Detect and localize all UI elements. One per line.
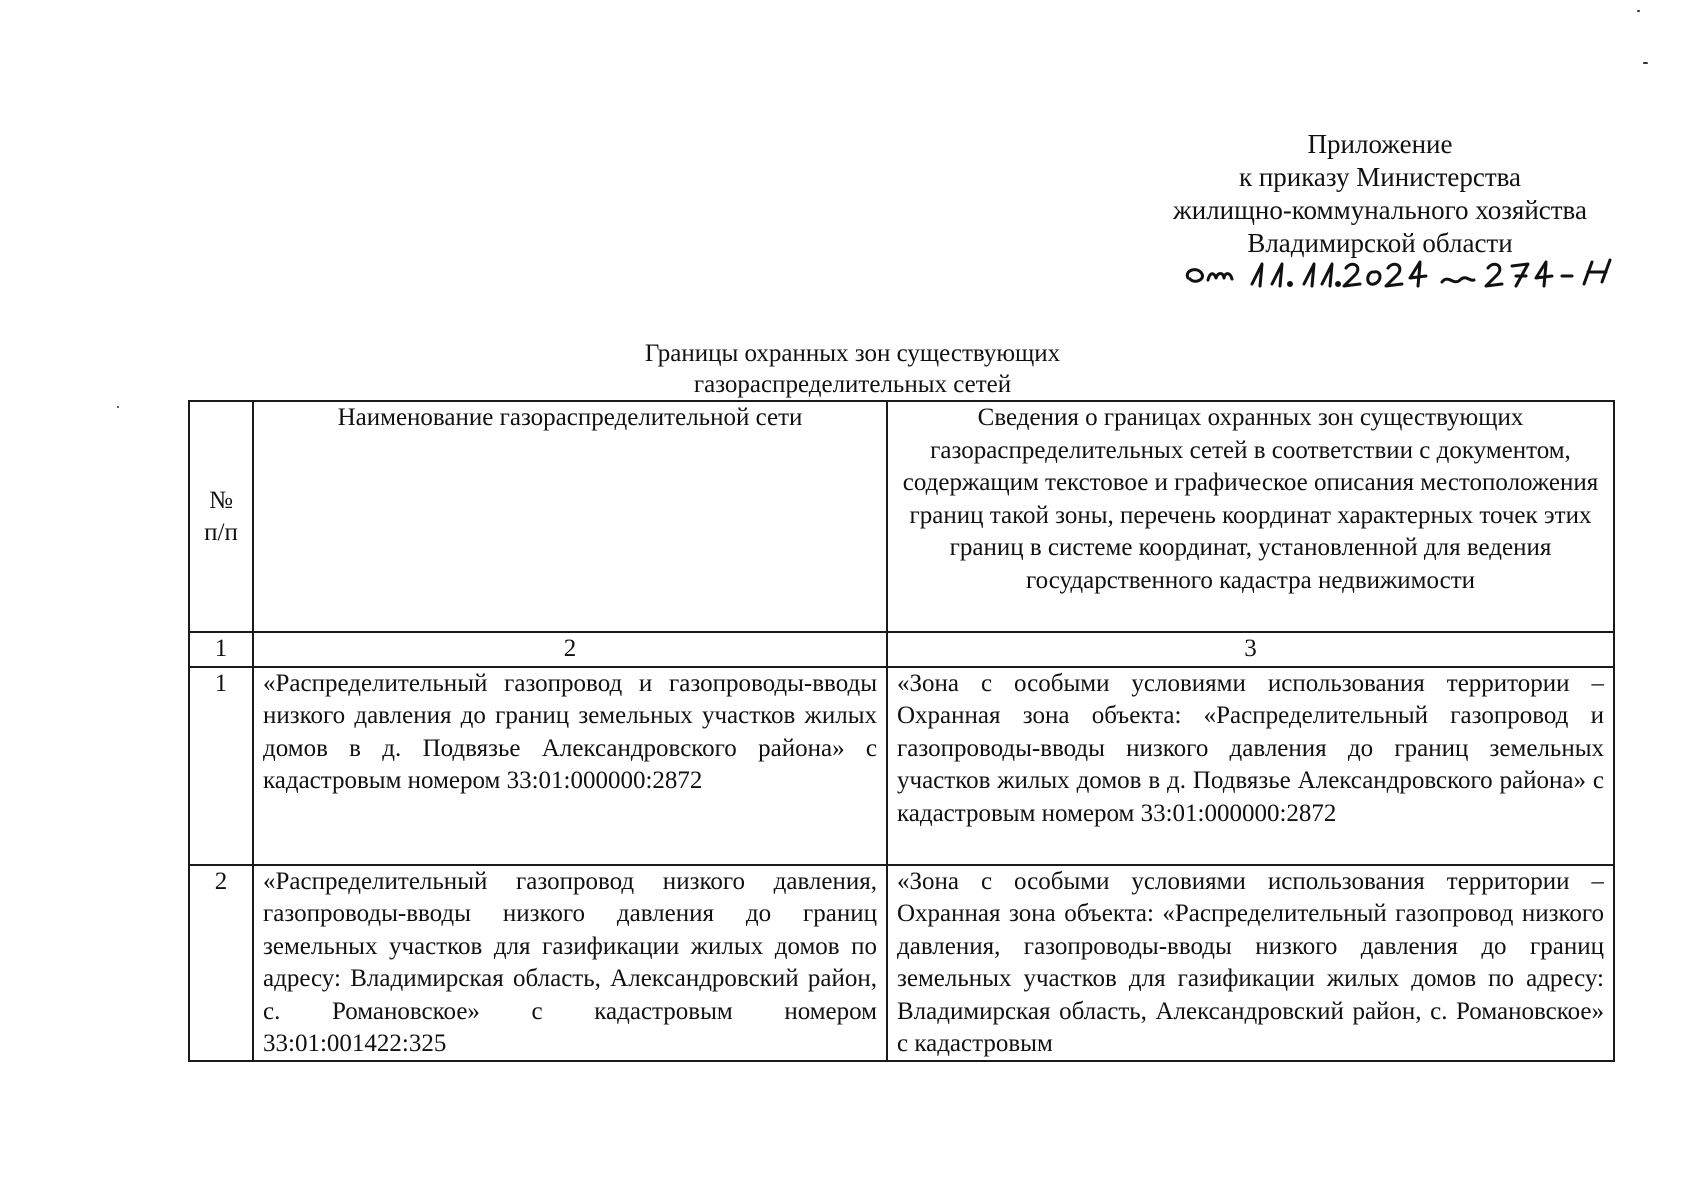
zone-info: «Зона с особыми условиями использования территории – Охранная зона объекта: «Распределительный газопровод и газопроводы-вводы низкого давления до границ земельных участков жилых домов в д. Подвязье Александровского района» с кадастровым номером 33:01:000000:2872 (887, 667, 1614, 865)
column-number: 1 (189, 632, 253, 667)
zone-info-cell (887, 865, 1614, 1061)
handwritten-order-date (1180, 250, 1650, 300)
column-number-row (189, 632, 1614, 667)
appendix-block (1150, 128, 1610, 260)
title-line: Границы охранных зон существующих (644, 340, 1061, 367)
network-name: «Распределительный газопровод и газопроводы-вводы низкого давления до границ земельных участков жилых домов в д. Подвязье Александровского района» с кадастровым номером 33:01:000000:2872 (253, 667, 887, 865)
title-line: газораспределительных сетей (693, 371, 1012, 398)
table-row (189, 667, 1614, 865)
network-name: «Распределительный газопровод низкого давления, газопроводы-вводы низкого давления до границ земельных участков для газификации жилых домов по адресу: Владимирская область, Александровский район, с. Романовское» с кадастровым номером 33:01:001422:325 (263, 867, 877, 1057)
appendix-line: Приложение (1307, 129, 1453, 159)
zone-info: «Зона с особыми условиями использования территории – Охранная зона объекта: «Распределительный газопровод низкого давления, газопроводы-вводы низкого давления до границ земельных участков для газификации жилых домов по адресу: Владимирская область, Александровский район, с. Романовское» с кадастровым (897, 867, 1604, 1057)
row-number: 2 (189, 865, 253, 1061)
scan-speck (1643, 62, 1648, 64)
network-name-cell (253, 865, 887, 1061)
appendix-line: к приказу Министерства (1238, 162, 1522, 192)
scan-speck (1637, 10, 1640, 12)
table-header-row (189, 401, 1614, 632)
appendix-line: Владимирской области (1247, 228, 1513, 258)
column-number: 3 (887, 632, 1614, 667)
header-number-abbr: п/п (204, 518, 238, 546)
column-number: 2 (253, 632, 887, 667)
header-number-sign: № (209, 486, 233, 514)
scan-speck (117, 406, 119, 408)
header-number-cell (189, 401, 253, 632)
appendix-line: жилищно-коммунального хозяйства (1173, 195, 1587, 225)
header-info-cell: Сведения о границах охранных зон существующих газораспределительных сетей в соответствии с документом, содержащим текстовое и графическое описания местоположения границ такой зоны, перечень координат характерных точек этих границ в системе координат, установленной для ведения государственного кадастра недвижимости (887, 401, 1614, 632)
header-name-cell: Наименование газораспределительной сети (253, 401, 887, 632)
table-row (189, 865, 1614, 1061)
protection-zones-table (188, 400, 1615, 1062)
document-title (190, 338, 1515, 400)
row-number: 1 (189, 667, 253, 865)
